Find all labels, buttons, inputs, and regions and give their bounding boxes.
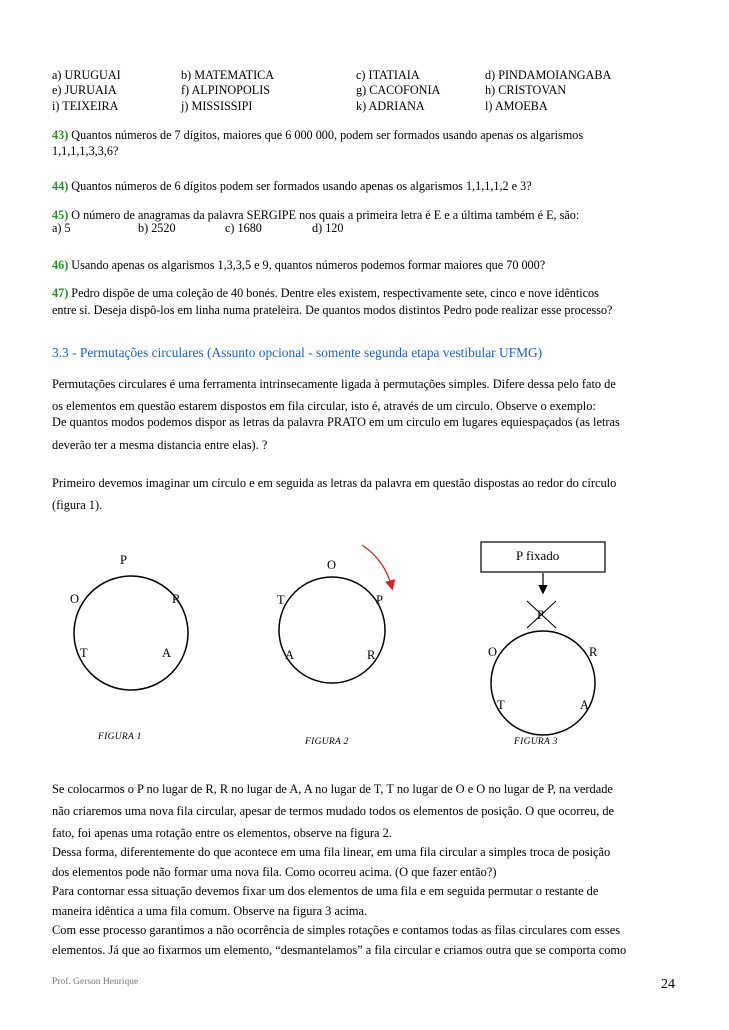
section-title: 3.3 - Permutações circulares (Assunto opcional - somente segunda etapa vestibular UFMG) xyxy=(52,345,543,360)
option: a) 5 xyxy=(52,221,71,235)
paragraph-line: não criaremos uma nova fila circular, apesar de termos mudado todos os elementos de posição. O que ocorreu, de xyxy=(52,804,615,818)
paragraph-line: maneira idêntica a uma fila comum. Observe na figura 3 acima. xyxy=(52,904,368,918)
paragraph-line: Com esse processo garantimos a não ocorrência de simples rotações e contamos todas as filas circulares com esses xyxy=(52,923,621,937)
word-item: g) CACOFONIA xyxy=(356,83,441,97)
question-text: O número de anagramas da palavra SERGIPE nos quais a primeira letra é E e a última também é E, são: xyxy=(68,208,580,222)
figure-3-caption: FIGURA 3 xyxy=(514,737,558,747)
option: b) 2520 xyxy=(138,221,176,235)
word-item: h) CRISTOVAN xyxy=(485,83,567,97)
word-item: c) ITATIAIA xyxy=(356,68,420,82)
figure-2-label: A xyxy=(285,648,295,662)
question-number: 46) xyxy=(52,258,69,272)
figure-1-label: R xyxy=(172,592,181,606)
paragraph-line: (figura 1). xyxy=(52,498,103,512)
figure-1-circle xyxy=(74,576,188,690)
paragraph-line: deverão ter a mesma distancia entre elas). ? xyxy=(52,438,268,452)
word-item: j) MISSISSIPI xyxy=(181,99,253,113)
question-text: Pedro dispõe de uma coleção de 40 bonés. Dentre eles existem, respectivamente sete, cinco e nove idênticos xyxy=(68,286,599,300)
figure-3-label: A xyxy=(580,698,590,712)
word-item: a) URUGUAI xyxy=(52,68,121,82)
paragraph-line: os elementos em questão estarem dispostos em fila circular, isto é, através de um circulo. Observe o exemplo: xyxy=(52,399,596,413)
word-item: b) MATEMATICA xyxy=(181,68,275,82)
figure-1-caption: FIGURA 1 xyxy=(98,732,142,742)
figure-2-label: P xyxy=(376,593,383,607)
word-item: k) ADRIANA xyxy=(356,99,425,113)
figure-2-circle xyxy=(279,577,385,683)
word-item: e) JURUAIA xyxy=(52,83,117,97)
figure-3-label: R xyxy=(589,645,598,659)
figure-1-label: T xyxy=(80,646,88,660)
figure-2-label: O xyxy=(327,558,337,572)
figure-2-label: T xyxy=(277,593,285,607)
question-47-cont: entre si. Deseja dispô-los em linha numa prateleira. De quantos modos distintos Pedro pode realizar esse processo? xyxy=(52,303,613,317)
question-text: Usando apenas os algarismos 1,3,3,5 e 9, quantos números podemos formar maiores que 70 000? xyxy=(68,258,546,272)
paragraph-line: Dessa forma, diferentemente do que acontece em uma fila linear, em uma fila circular a simples troca de posição xyxy=(52,845,611,859)
option: d) 120 xyxy=(312,221,344,235)
question-text: Quantos números de 7 dígitos, maiores que 6 000 000, podem ser formados usando apenas os algarismos xyxy=(68,128,584,142)
question-43-cont: 1,1,1,1,3,3,6? xyxy=(52,144,119,158)
paragraph-line: Para contornar essa situação devemos fixar um dos elementos de uma fila e em seguida permutar o restante de xyxy=(52,884,599,898)
figure-2-caption: FIGURA 2 xyxy=(305,737,349,747)
figure-2-label: R xyxy=(367,648,376,662)
word-item: i) TEIXEIRA xyxy=(52,99,119,113)
paragraph-line: Se colocarmos o P no lugar de R, R no lugar de A, A no lugar de T, T no lugar de O e O no lugar de P, na verdade xyxy=(52,782,613,796)
fixed-label: P fixado xyxy=(516,548,560,563)
word-item: l) AMOEBA xyxy=(485,99,548,113)
word-item: f) ALPINOPOLIS xyxy=(181,83,271,97)
word-item: d) PINDAMOIANGABA xyxy=(485,68,612,82)
rotation-arrow-icon xyxy=(362,545,392,588)
paragraph-line: fato, foi apenas uma rotação entre os elementos, observe na figura 2. xyxy=(52,826,392,840)
figure-1-label: O xyxy=(70,592,80,606)
page-number: 24 xyxy=(661,977,675,992)
paragraph-line: De quantos modos podemos dispor as letras da palavra PRATO em um circulo em lugares equiespaçados (as letras xyxy=(52,415,620,429)
paragraph-line: Primeiro devemos imaginar um círculo e em seguida as letras da palavra em questão dispostas ao redor do círculo xyxy=(52,476,617,490)
question-number: 45) xyxy=(52,208,69,222)
figure-3-label: P xyxy=(537,608,544,622)
paragraph-line: dos elementos pode não formar uma nova fila. Como ocorreu acima. (O que fazer então?) xyxy=(52,865,497,879)
paragraph-line: Permutações circulares é uma ferramenta intrinsecamente ligada à permutações simples. Difere dessa pelo fato de xyxy=(52,377,616,391)
question-number: 44) xyxy=(52,179,69,193)
figure-3-label: T xyxy=(497,698,505,712)
footer-author: Prof. Gerson Henrique xyxy=(52,977,139,987)
paragraph-line: elementos. Já que ao fixarmos um elemento, “desmantelamos” a fila circular e criamos outra que se comporta como xyxy=(52,943,627,957)
option: c) 1680 xyxy=(225,221,262,235)
question-text: Quantos números de 6 dígitos podem ser formados usando apenas os algarismos 1,1,1,1,2 e 3? xyxy=(68,179,532,193)
question-number: 43) xyxy=(52,128,69,142)
question-number: 47) xyxy=(52,286,69,300)
figure-3-label: O xyxy=(488,645,498,659)
figure-3-circle xyxy=(491,631,598,735)
figure-1-label: A xyxy=(162,646,172,660)
figure-1-label: P xyxy=(120,553,127,567)
